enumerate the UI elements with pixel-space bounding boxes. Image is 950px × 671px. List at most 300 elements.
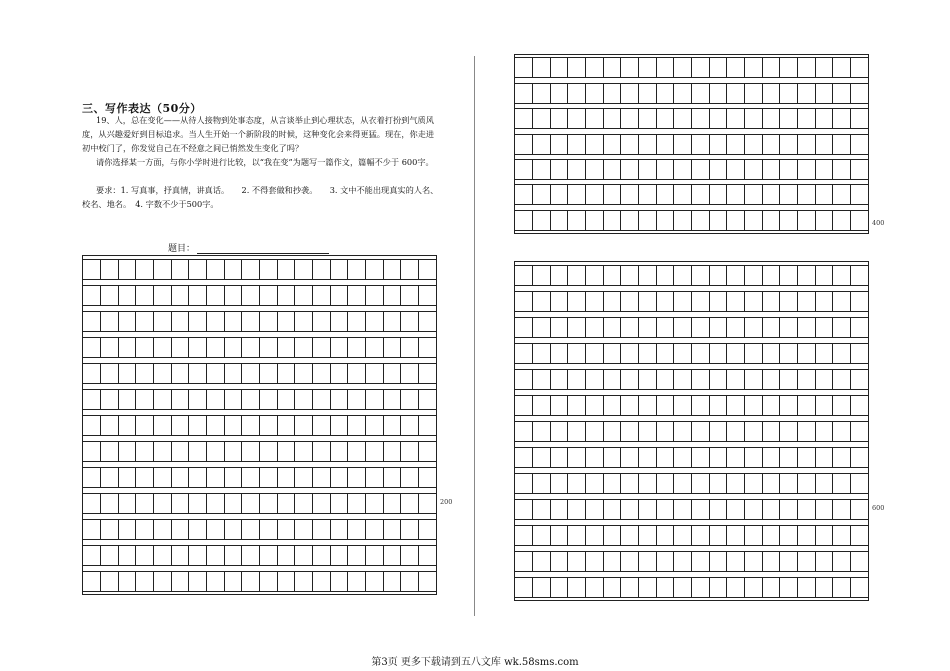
grid-cell-divider: [171, 390, 172, 409]
grid-row: [83, 415, 436, 436]
grid-cell-divider: [744, 370, 745, 389]
grid-cell-divider: [118, 416, 119, 435]
grid-cell-divider: [832, 526, 833, 545]
grid-cell-divider: [418, 338, 419, 357]
grid-cell-divider: [673, 185, 674, 204]
grid-cell-divider: [744, 318, 745, 337]
grid-cell-divider: [532, 344, 533, 363]
grid-cell-divider: [312, 338, 313, 357]
grid-cell-divider: [709, 552, 710, 571]
grid-cell-divider: [709, 135, 710, 154]
grid-cell-divider: [638, 344, 639, 363]
grid-cell-divider: [277, 260, 278, 279]
grid-cell-divider: [153, 416, 154, 435]
grid-cell-divider: [673, 58, 674, 77]
grid-cell-divider: [153, 494, 154, 513]
grid-cell-divider: [797, 422, 798, 441]
grid-cell-divider: [762, 370, 763, 389]
grid-cell-divider: [206, 338, 207, 357]
grid-cell-divider: [691, 422, 692, 441]
grid-cell-divider: [118, 494, 119, 513]
grid-cell-divider: [224, 468, 225, 487]
grid-cell-divider: [779, 370, 780, 389]
grid-cell-divider: [567, 448, 568, 467]
grid-cell-divider: [532, 552, 533, 571]
grid-cell-divider: [779, 578, 780, 597]
grid-cell-divider: [603, 474, 604, 493]
grid-cell-divider: [383, 286, 384, 305]
grid-cell-divider: [762, 160, 763, 179]
grid-cell-divider: [294, 260, 295, 279]
grid-cell-divider: [277, 286, 278, 305]
grid-cell-divider: [797, 84, 798, 103]
grid-cell-divider: [850, 318, 851, 337]
grid-cell-divider: [277, 442, 278, 461]
grid-cell-divider: [567, 160, 568, 179]
grid-cell-divider: [259, 468, 260, 487]
grid-cell-divider: [532, 526, 533, 545]
grid-cell-divider: [135, 312, 136, 331]
grid-cell-divider: [100, 416, 101, 435]
grid-cell-divider: [383, 390, 384, 409]
grid-cell-divider: [797, 266, 798, 285]
grid-cell-divider: [347, 364, 348, 383]
grid-cell-divider: [188, 338, 189, 357]
grid-cell-divider: [620, 318, 621, 337]
grid-cell-divider: [726, 474, 727, 493]
grid-cell-divider: [815, 344, 816, 363]
grid-cell-divider: [294, 494, 295, 513]
grid-cell-divider: [656, 500, 657, 519]
grid-cell-divider: [383, 572, 384, 591]
grid-cell-divider: [135, 520, 136, 539]
grid-cell-divider: [550, 318, 551, 337]
grid-cell-divider: [709, 318, 710, 337]
grid-cell-divider: [638, 160, 639, 179]
grid-cell-divider: [603, 396, 604, 415]
grid-cell-divider: [347, 312, 348, 331]
grid-cell-divider: [277, 468, 278, 487]
grid-row: [515, 499, 868, 520]
grid-cell-divider: [656, 211, 657, 230]
grid-cell-divider: [709, 266, 710, 285]
grid-cell-divider: [365, 390, 366, 409]
grid-cell-divider: [638, 211, 639, 230]
grid-cell-divider: [206, 546, 207, 565]
grid-cell-divider: [585, 211, 586, 230]
grid-cell-divider: [779, 318, 780, 337]
grid-cell-divider: [100, 390, 101, 409]
grid-cell-divider: [673, 448, 674, 467]
grid-cell-divider: [673, 344, 674, 363]
grid-cell-divider: [585, 292, 586, 311]
grid-row: [83, 259, 436, 280]
grid-cell-divider: [850, 135, 851, 154]
grid-cell-divider: [383, 364, 384, 383]
grid-cell-divider: [153, 572, 154, 591]
grid-cell-divider: [532, 84, 533, 103]
grid-row: [83, 493, 436, 514]
grid-cell-divider: [603, 135, 604, 154]
grid-cell-divider: [532, 422, 533, 441]
grid-cell-divider: [638, 318, 639, 337]
grid-cell-divider: [241, 442, 242, 461]
grid-row: [83, 337, 436, 358]
grid-cell-divider: [532, 448, 533, 467]
grid-cell-divider: [550, 185, 551, 204]
grid-cell-divider: [312, 260, 313, 279]
grid-cell-divider: [383, 338, 384, 357]
grid-cell-divider: [153, 546, 154, 565]
grid-cell-divider: [259, 286, 260, 305]
grid-cell-divider: [762, 344, 763, 363]
grid-cell-divider: [188, 312, 189, 331]
grid-cell-divider: [744, 109, 745, 128]
grid-cell-divider: [691, 526, 692, 545]
grid-cell-divider: [171, 572, 172, 591]
grid-cell-divider: [330, 468, 331, 487]
grid-cell-divider: [418, 442, 419, 461]
grid-cell-divider: [709, 185, 710, 204]
grid-cell-divider: [532, 109, 533, 128]
grid-cell-divider: [347, 520, 348, 539]
grid-cell-divider: [294, 442, 295, 461]
grid-cell-divider: [100, 572, 101, 591]
grid-cell-divider: [815, 211, 816, 230]
grid-cell-divider: [850, 292, 851, 311]
grid-cell-divider: [330, 416, 331, 435]
grid-cell-divider: [365, 364, 366, 383]
grid-cell-divider: [673, 578, 674, 597]
grid-cell-divider: [762, 474, 763, 493]
grid-cell-divider: [850, 474, 851, 493]
grid-cell-divider: [171, 338, 172, 357]
grid-cell-divider: [832, 578, 833, 597]
grid-cell-divider: [550, 552, 551, 571]
grid-cell-divider: [850, 344, 851, 363]
grid-cell-divider: [832, 84, 833, 103]
grid-cell-divider: [550, 135, 551, 154]
grid-cell-divider: [620, 578, 621, 597]
grid-cell-divider: [709, 109, 710, 128]
grid-cell-divider: [779, 84, 780, 103]
grid-cell-divider: [277, 364, 278, 383]
grid-cell-divider: [241, 494, 242, 513]
grid-cell-divider: [762, 552, 763, 571]
grid-cell-divider: [815, 266, 816, 285]
essay-title-line: [168, 241, 329, 254]
grid-cell-divider: [241, 286, 242, 305]
grid-cell-divider: [744, 160, 745, 179]
grid-cell-divider: [762, 266, 763, 285]
grid-cell-divider: [241, 572, 242, 591]
grid-cell-divider: [347, 442, 348, 461]
grid-cell-divider: [567, 344, 568, 363]
grid-cell-divider: [585, 266, 586, 285]
grid-cell-divider: [550, 58, 551, 77]
grid-cell-divider: [744, 526, 745, 545]
grid-cell-divider: [585, 318, 586, 337]
grid-cell-divider: [135, 442, 136, 461]
grid-row: [83, 389, 436, 410]
grid-cell-divider: [656, 185, 657, 204]
grid-cell-divider: [171, 546, 172, 565]
grid-cell-divider: [603, 526, 604, 545]
grid-cell-divider: [850, 185, 851, 204]
grid-cell-divider: [779, 422, 780, 441]
grid-cell-divider: [312, 572, 313, 591]
grid-cell-divider: [153, 338, 154, 357]
grid-cell-divider: [118, 572, 119, 591]
grid-row: [515, 134, 868, 155]
grid-cell-divider: [797, 500, 798, 519]
grid-cell-divider: [188, 442, 189, 461]
grid-cell-divider: [418, 520, 419, 539]
grid-cell-divider: [277, 572, 278, 591]
grid-cell-divider: [762, 448, 763, 467]
grid-cell-divider: [815, 552, 816, 571]
grid-cell-divider: [638, 474, 639, 493]
grid-cell-divider: [153, 364, 154, 383]
grid-cell-divider: [294, 520, 295, 539]
grid-cell-divider: [400, 442, 401, 461]
grid-cell-divider: [418, 390, 419, 409]
grid-cell-divider: [850, 58, 851, 77]
grid-cell-divider: [118, 364, 119, 383]
grid-cell-divider: [153, 468, 154, 487]
grid-cell-divider: [259, 312, 260, 331]
grid-cell-divider: [241, 416, 242, 435]
grid-cell-divider: [638, 266, 639, 285]
grid-cell-divider: [206, 494, 207, 513]
grid-cell-divider: [691, 370, 692, 389]
grid-cell-divider: [744, 84, 745, 103]
grid-cell-divider: [638, 448, 639, 467]
grid-cell-divider: [638, 500, 639, 519]
grid-cell-divider: [259, 546, 260, 565]
grid-cell-divider: [206, 312, 207, 331]
grid-cell-divider: [259, 442, 260, 461]
grid-cell-divider: [585, 578, 586, 597]
grid-cell-divider: [383, 312, 384, 331]
grid-cell-divider: [832, 266, 833, 285]
grid-cell-divider: [550, 370, 551, 389]
grid-cell-divider: [100, 364, 101, 383]
grid-cell-divider: [709, 211, 710, 230]
grid-cell-divider: [206, 286, 207, 305]
grid-cell-divider: [330, 494, 331, 513]
grid-cell-divider: [347, 468, 348, 487]
grid-cell-divider: [277, 312, 278, 331]
grid-cell-divider: [312, 546, 313, 565]
grid-cell-divider: [224, 312, 225, 331]
grid-cell-divider: [550, 344, 551, 363]
grid-cell-divider: [815, 84, 816, 103]
grid-cell-divider: [603, 185, 604, 204]
grid-cell-divider: [726, 370, 727, 389]
grid-cell-divider: [383, 416, 384, 435]
grid-cell-divider: [709, 500, 710, 519]
grid-cell-divider: [691, 500, 692, 519]
center-divider: [474, 56, 475, 616]
grid-cell-divider: [779, 109, 780, 128]
grid-cell-divider: [259, 416, 260, 435]
grid-cell-divider: [224, 286, 225, 305]
grid-cell-divider: [532, 266, 533, 285]
grid-cell-divider: [206, 416, 207, 435]
grid-cell-divider: [638, 422, 639, 441]
grid-cell-divider: [532, 185, 533, 204]
grid-cell-divider: [259, 390, 260, 409]
grid-cell-divider: [691, 396, 692, 415]
grid-cell-divider: [365, 572, 366, 591]
grid-cell-divider: [815, 58, 816, 77]
grid-cell-divider: [365, 286, 366, 305]
grid-cell-divider: [797, 370, 798, 389]
grid-cell-divider: [744, 58, 745, 77]
grid-cell-divider: [779, 526, 780, 545]
grid-cell-divider: [744, 448, 745, 467]
grid-cell-divider: [188, 390, 189, 409]
grid-cell-divider: [418, 260, 419, 279]
grid-cell-divider: [171, 520, 172, 539]
grid-cell-divider: [673, 292, 674, 311]
grid-cell-divider: [365, 442, 366, 461]
grid-cell-divider: [603, 318, 604, 337]
grid-cell-divider: [603, 500, 604, 519]
grid-cell-divider: [550, 211, 551, 230]
grid-cell-divider: [241, 390, 242, 409]
grid-cell-divider: [550, 526, 551, 545]
grid-cell-divider: [330, 338, 331, 357]
grid-cell-divider: [656, 396, 657, 415]
grid-row: [515, 291, 868, 312]
grid-cell-divider: [241, 468, 242, 487]
grid-cell-divider: [135, 260, 136, 279]
grid-row: [83, 441, 436, 462]
grid-cell-divider: [832, 422, 833, 441]
grid-cell-divider: [726, 160, 727, 179]
grid-cell-divider: [603, 109, 604, 128]
grid-cell-divider: [567, 578, 568, 597]
grid-cell-divider: [656, 552, 657, 571]
essay-title-blank[interactable]: [197, 243, 329, 254]
grid-cell-divider: [603, 266, 604, 285]
grid-cell-divider: [585, 135, 586, 154]
grid-cell-divider: [673, 526, 674, 545]
grid-cell-divider: [135, 546, 136, 565]
grid-cell-divider: [241, 338, 242, 357]
grid-cell-divider: [850, 84, 851, 103]
grid-cell-divider: [673, 160, 674, 179]
grid-cell-divider: [832, 448, 833, 467]
grid-cell-divider: [673, 370, 674, 389]
grid-cell-divider: [224, 494, 225, 513]
grid-cell-divider: [135, 390, 136, 409]
grid-cell-divider: [135, 416, 136, 435]
grid-cell-divider: [709, 160, 710, 179]
grid-cell-divider: [726, 211, 727, 230]
grid-cell-divider: [259, 494, 260, 513]
grid-cell-divider: [797, 474, 798, 493]
grid-cell-divider: [762, 58, 763, 77]
grid-cell-divider: [656, 109, 657, 128]
grid-cell-divider: [620, 84, 621, 103]
grid-cell-divider: [691, 344, 692, 363]
grid-cell-divider: [638, 396, 639, 415]
grid-cell-divider: [365, 468, 366, 487]
grid-cell-divider: [620, 211, 621, 230]
grid-cell-divider: [347, 338, 348, 357]
grid-row: [515, 83, 868, 104]
grid-cell-divider: [312, 312, 313, 331]
grid-cell-divider: [100, 338, 101, 357]
writing-grid-right-bottom: [514, 261, 869, 601]
grid-cell-divider: [294, 312, 295, 331]
word-count-600: 600: [872, 504, 885, 512]
grid-cell-divider: [656, 448, 657, 467]
grid-cell-divider: [726, 185, 727, 204]
grid-cell-divider: [779, 552, 780, 571]
requirements-paragraph: 要求：1. 写真事，抒真情，讲真话。 2. 不得套做和抄袭。 3. 文中不能出现真实的人名、校名、地名。 4. 字数不少于500字。: [82, 185, 439, 209]
grid-cell-divider: [656, 318, 657, 337]
grid-cell-divider: [118, 260, 119, 279]
grid-cell-divider: [206, 468, 207, 487]
grid-cell-divider: [779, 500, 780, 519]
grid-cell-divider: [400, 546, 401, 565]
grid-cell-divider: [673, 266, 674, 285]
grid-cell-divider: [206, 364, 207, 383]
grid-cell-divider: [365, 520, 366, 539]
grid-row: [515, 551, 868, 572]
grid-cell-divider: [620, 500, 621, 519]
grid-cell-divider: [418, 546, 419, 565]
grid-cell-divider: [188, 364, 189, 383]
grid-row: [515, 525, 868, 546]
grid-cell-divider: [762, 292, 763, 311]
grid-cell-divider: [779, 448, 780, 467]
grid-row: [83, 571, 436, 592]
grid-row: [515, 395, 868, 416]
grid-cell-divider: [797, 396, 798, 415]
grid-cell-divider: [550, 422, 551, 441]
grid-cell-divider: [365, 260, 366, 279]
grid-cell-divider: [383, 468, 384, 487]
grid-cell-divider: [294, 286, 295, 305]
grid-cell-divider: [691, 266, 692, 285]
grid-cell-divider: [118, 286, 119, 305]
grid-cell-divider: [418, 416, 419, 435]
grid-cell-divider: [277, 494, 278, 513]
grid-cell-divider: [709, 448, 710, 467]
grid-row: [83, 311, 436, 332]
grid-cell-divider: [224, 546, 225, 565]
grid-cell-divider: [726, 578, 727, 597]
grid-cell-divider: [400, 312, 401, 331]
grid-cell-divider: [850, 109, 851, 128]
grid-cell-divider: [603, 422, 604, 441]
grid-cell-divider: [744, 344, 745, 363]
grid-cell-divider: [638, 135, 639, 154]
grid-cell-divider: [709, 344, 710, 363]
grid-cell-divider: [347, 494, 348, 513]
grid-cell-divider: [797, 211, 798, 230]
grid-cell-divider: [259, 338, 260, 357]
grid-cell-divider: [691, 292, 692, 311]
grid-cell-divider: [744, 266, 745, 285]
grid-cell-divider: [779, 211, 780, 230]
grid-cell-divider: [797, 318, 798, 337]
